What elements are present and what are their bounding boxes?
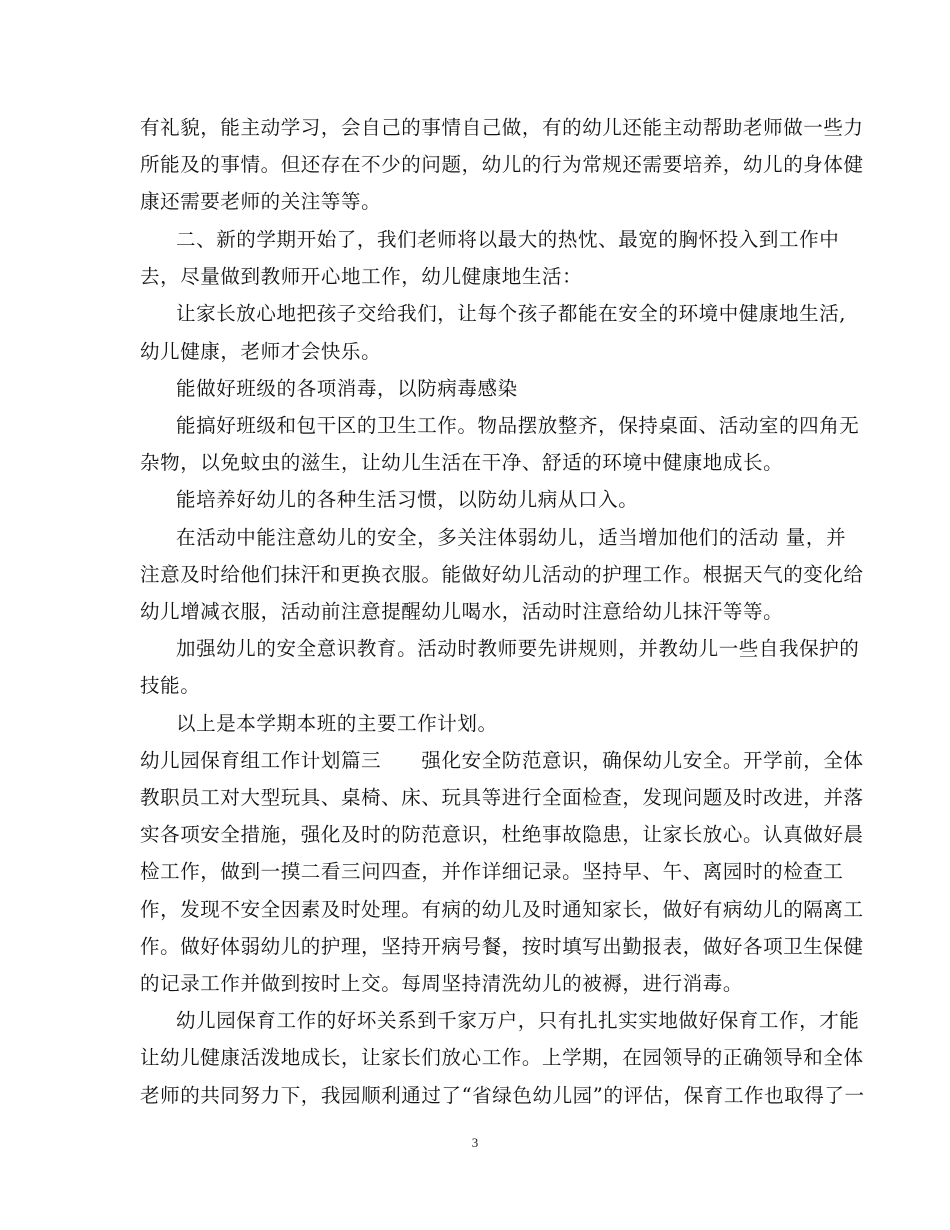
paragraph-line: 让家长放心地把孩子交给我们，让每个孩子都能在安全的环境中健康地生活, [176, 302, 847, 325]
text-line: 老师的共同努力下，我园顺利通过了“省绿色幼儿园”的评估，保育工作也取得了一 [140, 1084, 865, 1107]
paragraph-line: 以上是本学期本班的主要工作计划。 [176, 712, 498, 735]
paragraph-line: 加强幼儿的安全意识教育。活动时教师要先讲规则，并教幼儿一些自我保护的 [176, 637, 860, 660]
text-line: 实各项安全措施，强化及时的防范意识，杜绝事故隐患，让家长放心。认真做好晨 [140, 823, 864, 846]
paragraph-line: 二、新的学期开始了，我们老师将以最大的热忱、最宽的胸怀投入到工作中 [176, 228, 840, 251]
paragraph-line: 在活动中能注意幼儿的安全，多关注体弱幼儿，适当增加他们的活动 量，并 [176, 526, 847, 549]
paragraph-line: 幼儿园保育工作的好坏关系到千家万户，只有扎扎实实地做好保育工作，才能 [176, 1009, 860, 1032]
text-line: 的记录工作并做到按时上交。每周坚持清洗幼儿的被褥，进行消毒。 [140, 972, 744, 995]
text-line: 去，尽量做到教师开心地工作，幼儿健康地生活： [140, 265, 583, 288]
paragraph-line: 能培养好幼儿的各种生活习惯，以防幼儿病从口入。 [176, 488, 639, 511]
text-line: 检工作，做到一摸二看三问四查，并作详细记录。坚持早、午、离园时的检查工 [140, 860, 844, 883]
text-line: 幼儿健康，老师才会快乐。 [140, 340, 382, 363]
text-line: 有礼貌，能主动学习，会自己的事情自己做，有的幼儿还能主动帮助老师做一些力 [140, 116, 864, 139]
text-line: 杂物，以免蚊虫的滋生，让幼儿生活在干净、舒适的环境中健康地成长。 [140, 451, 784, 474]
text-line: 让幼儿健康活泼地成长，让家长们放心工作。上学期，在园领导的正确领导和全体 [140, 1046, 864, 1069]
text-line: 幼儿增减衣服，活动前注意提醒幼儿喝水，活动时注意给幼儿抹汗等等。 [140, 600, 784, 623]
paragraph-line: 能搞好班级和包干区的卫生工作。物品摆放整齐，保持桌面、活动室的四角无 [176, 414, 860, 437]
text-line: 技能。 [140, 674, 201, 697]
section-heading-line: 幼儿园保育组工作计划篇三 强化安全防范意识，确保幼儿安全。开学前，全体 [140, 749, 864, 772]
text-line: 所能及的事情。但还存在不少的问题，幼儿的行为常规还需要培养，幼儿的身体健 [140, 153, 864, 176]
text-line: 作。做好体弱幼儿的护理，坚持开病号餐，按时填写出勤报表，做好各项卫生保健 [140, 935, 864, 958]
text-line: 作，发现不安全因素及时处理。有病的幼儿及时通知家长，做好有病幼儿的隔离工 [140, 898, 864, 921]
paragraph-line: 能做好班级的各项消毒，以防病毒感染 [176, 377, 518, 400]
text-line: 康还需要老师的关注等等。 [140, 190, 382, 213]
page-number: 3 [471, 1135, 479, 1150]
text-line: 教职员工对大型玩具、桌椅、床、玩具等进行全面检查，发现问题及时改进，并落 [140, 786, 864, 809]
text-line: 注意及时给他们抹汗和更换衣服。能做好幼儿活动的护理工作。根据天气的变化给 [140, 563, 864, 586]
